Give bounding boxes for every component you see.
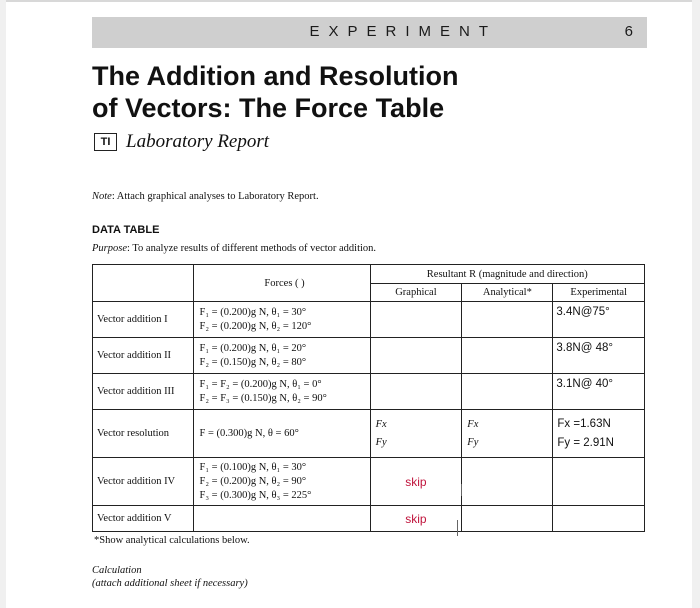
analytical-cell[interactable] (462, 458, 553, 506)
forces-cell (193, 338, 370, 374)
calculation-section (92, 564, 248, 590)
table-row (93, 506, 645, 532)
row-label: Vector addition IV (93, 458, 194, 506)
graphical-cell[interactable] (370, 338, 462, 374)
purpose-text: : To analyze results of different methods of vector addition. (127, 243, 377, 254)
fx-label: Fx (375, 418, 387, 430)
title-line-1: The Addition and Resolution (92, 61, 459, 91)
analytical-cell[interactable] (462, 374, 553, 410)
header-analytical: Analytical* (462, 284, 553, 302)
force-line: F₁ = (0.100)g N, θ₁ = 30° (199, 461, 307, 473)
note-text: : Attach graphical analyses to Laboratory Report. (111, 191, 319, 202)
fx-value: Fx =1.63N (557, 417, 611, 430)
page-title (92, 60, 612, 124)
fy-value: Fy = 2.91N (557, 436, 614, 449)
table-row (93, 302, 645, 338)
note-line (92, 191, 319, 202)
header-experimental: Experimental (553, 284, 645, 302)
graphical-cell[interactable] (370, 374, 462, 410)
table-row (93, 374, 645, 410)
experiment-number: 6 (624, 23, 633, 40)
ti-icon: TI (94, 133, 117, 151)
forces-cell (193, 410, 370, 458)
title-line-2: of Vectors: The Force Table (92, 93, 445, 123)
force-line: F₂ = F₃ = (0.150)g N, θ₂ = 90° (199, 392, 327, 404)
forces-cell (193, 374, 370, 410)
graphical-cell-skip[interactable]: skip (370, 458, 462, 506)
row-label: Vector addition V (93, 506, 194, 532)
table-row (93, 338, 645, 374)
fy-label: Fy (467, 436, 479, 448)
top-edge (0, 0, 700, 2)
data-table-heading: DATA TABLE (92, 224, 160, 236)
calculation-hint: (attach additional sheet if necessary) (92, 578, 248, 589)
force-line: F₁ = (0.200)g N, θ₁ = 20° (199, 342, 307, 354)
row-label: Vector resolution (93, 410, 194, 458)
analytical-cell[interactable] (462, 410, 553, 458)
right-page-edge (692, 0, 700, 608)
force-line: F₁ = (0.200)g N, θ₁ = 30° (199, 306, 307, 318)
row-label: Vector addition I (93, 302, 194, 338)
force-line: F₁ = F₂ = (0.200)g N, θ₁ = 0° (199, 378, 322, 390)
row-label: Vector addition III (93, 374, 194, 410)
row-label: Vector addition II (93, 338, 194, 374)
graphical-cell[interactable] (370, 302, 462, 338)
table-row (93, 458, 645, 506)
data-table (92, 264, 645, 532)
graphical-cell[interactable] (370, 410, 462, 458)
force-line: F₂ = (0.200)g N, θ₂ = 90° (199, 475, 307, 487)
analytical-cell[interactable] (462, 506, 553, 532)
forces-cell (193, 458, 370, 506)
experiment-banner (92, 17, 647, 48)
analytical-cell[interactable] (462, 338, 553, 374)
lab-report-title: Laboratory Report (126, 131, 270, 152)
graphical-cell-skip[interactable]: skip (370, 506, 462, 532)
experiment-label: EXPERIMENT (309, 23, 497, 40)
experimental-cell[interactable]: 3.8N@ 48° (553, 338, 645, 374)
pen-mark (461, 484, 462, 496)
footnote: *Show analytical calculations below. (94, 535, 250, 546)
header-blank (93, 265, 194, 302)
experimental-cell[interactable] (553, 410, 645, 458)
force-line: F₂ = (0.150)g N, θ₂ = 80° (199, 356, 307, 368)
header-graphical: Graphical (370, 284, 462, 302)
left-page-edge (0, 0, 6, 608)
header-forces: Forces ( ) (193, 265, 370, 302)
calculation-label: Calculation (92, 565, 142, 576)
experimental-cell[interactable] (553, 458, 645, 506)
force-line: F₃ = (0.300)g N, θ₃ = 225° (199, 489, 312, 501)
forces-cell (193, 302, 370, 338)
pen-mark (457, 520, 458, 536)
table-row (93, 410, 645, 458)
experimental-cell[interactable]: 3.4N@75° (553, 302, 645, 338)
header-resultant: Resultant R (magnitude and direction) (370, 265, 644, 284)
fx-label: Fx (467, 418, 479, 430)
force-line: F₂ = (0.200)g N, θ₂ = 120° (199, 320, 312, 332)
note-label: Note (92, 191, 112, 202)
lab-report-heading (94, 130, 269, 154)
force-line: F = (0.300)g N, θ = 60° (199, 427, 299, 439)
analytical-cell[interactable] (462, 302, 553, 338)
fy-label: Fy (375, 436, 387, 448)
purpose-label: Purpose (92, 243, 127, 254)
experimental-cell[interactable] (553, 506, 645, 532)
forces-cell (193, 506, 370, 532)
purpose-line (92, 243, 376, 254)
experimental-cell[interactable]: 3.1N@ 40° (553, 374, 645, 410)
